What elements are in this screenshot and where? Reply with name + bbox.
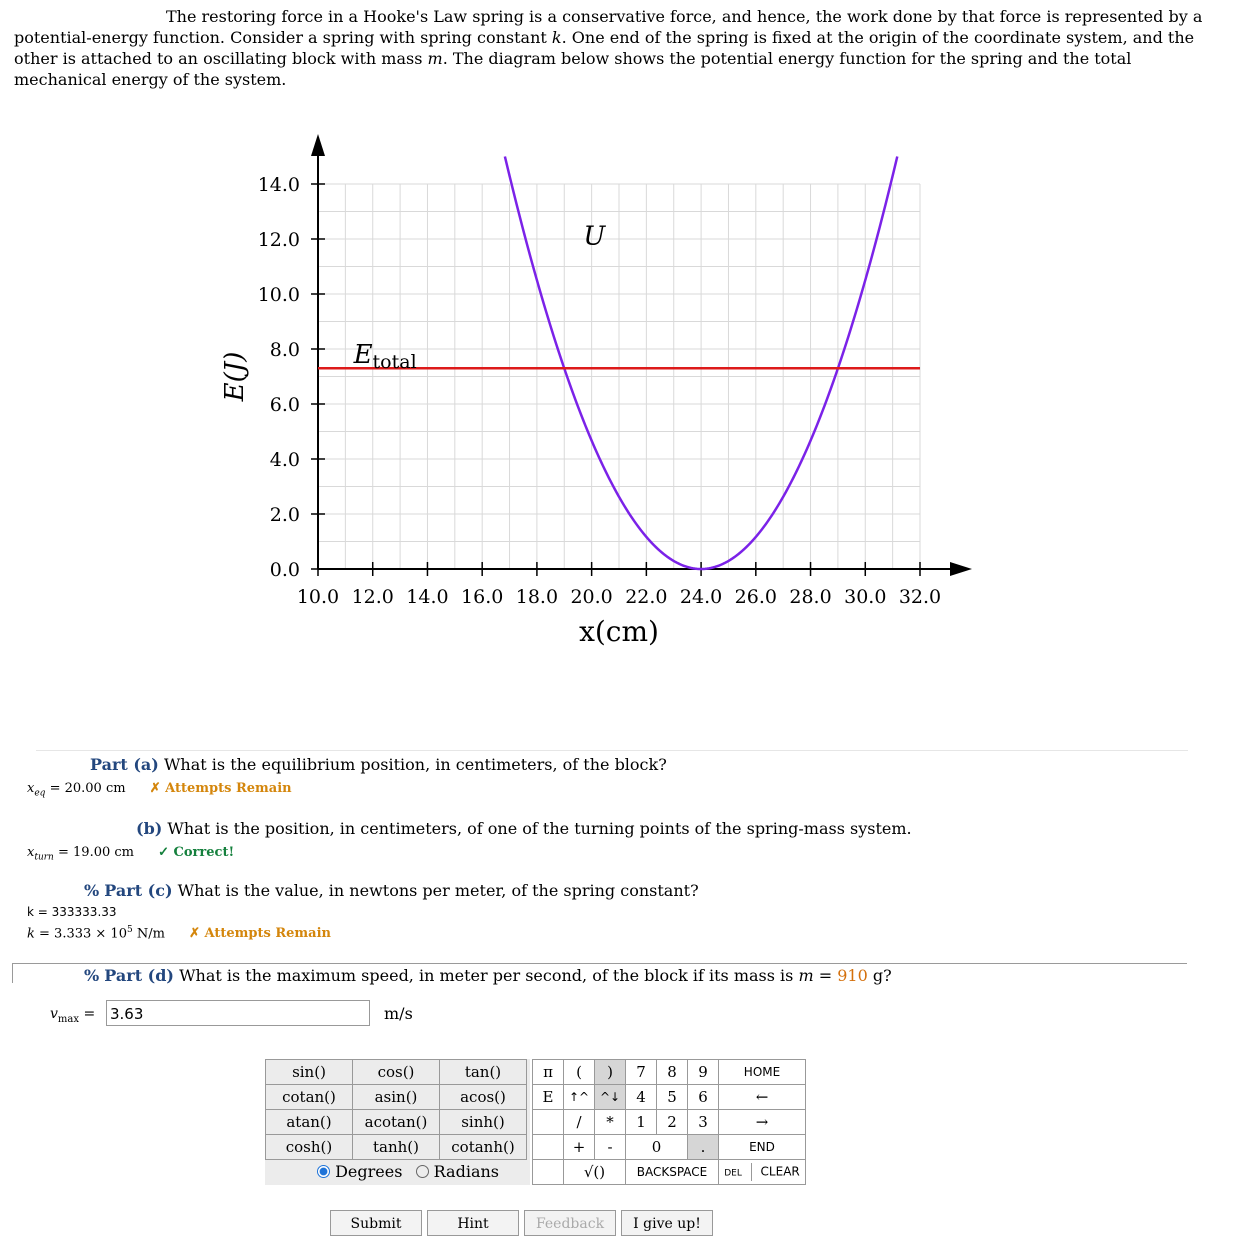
y-tick-label: 14.0 [257, 174, 300, 196]
tan-key[interactable]: tan() [440, 1060, 527, 1085]
y-tick-label: 4.0 [269, 449, 300, 471]
plus-key[interactable]: + [564, 1135, 595, 1160]
part-a-question [90, 755, 667, 775]
part-c-text: What is the value, in newtons per meter, of the spring constant? [177, 881, 699, 900]
k-exponent: 5 [126, 925, 133, 935]
y-tick-label: 0.0 [269, 559, 300, 581]
part-b-text: What is the position, in centimeters, of one of the turning points of the spring-mass system. [167, 819, 912, 838]
vmax-eq: = [83, 1006, 96, 1022]
x-eq-value: = 20.00 cm [49, 781, 126, 796]
y-tick-label: 10.0 [257, 284, 300, 306]
k-unit: N/m [136, 926, 165, 942]
sqrt-key[interactable]: √() [564, 1160, 626, 1185]
tanh-key[interactable]: tanh() [353, 1135, 440, 1160]
intro-text-3: . The diagram below shows the potential energy function for the spring and the total mechanical energy of the system. [14, 49, 1132, 89]
m-symbol: m [427, 49, 443, 68]
vmax-input[interactable]: 3.63 [106, 1000, 370, 1026]
x-turn-value: = 19.00 cm [58, 845, 134, 860]
sinh-key[interactable]: sinh() [440, 1110, 527, 1135]
mass-value: 910 [837, 966, 868, 985]
open-paren-key[interactable]: ( [564, 1060, 595, 1085]
hint-button[interactable]: Hint [427, 1210, 519, 1236]
blank-key-2 [533, 1135, 564, 1160]
del-key[interactable]: DEL [724, 1168, 742, 1179]
key-9[interactable]: 9 [688, 1060, 719, 1085]
x-tick-label: 32.0 [898, 586, 942, 608]
part-b-question [136, 819, 912, 839]
x-tick-label: 22.0 [625, 586, 668, 608]
give-up-button[interactable]: I give up! [621, 1210, 713, 1236]
acos-key[interactable]: acos() [440, 1085, 527, 1110]
asin-key[interactable]: asin() [353, 1085, 440, 1110]
etotal-label: Etotal [353, 339, 417, 373]
x-tick-label: 10.0 [296, 586, 340, 608]
clear-key[interactable]: CLEAR [760, 1164, 800, 1179]
energy-chart [0, 120, 1000, 660]
key-divider [751, 1163, 752, 1181]
key-7[interactable]: 7 [626, 1060, 657, 1085]
pi-key[interactable]: π [533, 1060, 564, 1085]
part-a-status: ✗ Attempts Remain [149, 781, 292, 796]
del-clear-cell [719, 1160, 806, 1185]
part-c-raw-answer: k = 333333.33 [27, 905, 117, 919]
y-axis-arrow [311, 134, 325, 156]
blank-key-3 [533, 1160, 564, 1185]
key-0[interactable]: 0 [626, 1135, 688, 1160]
part-c-label: Part (c) [104, 881, 173, 900]
intro-text-2: . One end of the spring is fixed at the origin of the coordinate system, and the other is attached to an oscillating block with mass [14, 28, 1195, 68]
part-c-status: ✗ Attempts Remain [189, 926, 331, 942]
intro-text-1: The restoring force in a Hooke's Law spring is a conservative force, and hence, the work done by that force is represented by a potential-energy function. Consider a spring with spring constant [14, 7, 1203, 47]
mass-expr: m = [798, 966, 833, 985]
key-1[interactable]: 1 [626, 1110, 657, 1135]
divide-key[interactable]: / [564, 1110, 595, 1135]
decimal-key[interactable]: . [688, 1135, 719, 1160]
part-c-question [84, 881, 699, 901]
vmax-unit: m/s [384, 1004, 413, 1023]
x-eq-sub: eq [34, 788, 46, 799]
part-b-answer [27, 845, 234, 863]
submit-button[interactable]: Submit [330, 1210, 422, 1236]
key-8[interactable]: 8 [657, 1060, 688, 1085]
right-arrow-key[interactable]: → [719, 1110, 806, 1135]
vmax-sub: max [57, 1013, 80, 1025]
chart-grid [318, 184, 920, 569]
multiply-key[interactable]: * [595, 1110, 626, 1135]
y-tick-labels [258, 174, 325, 581]
radians-radio[interactable] [416, 1165, 429, 1178]
home-key[interactable]: HOME [719, 1060, 806, 1085]
cotanh-key[interactable]: cotanh() [440, 1135, 527, 1160]
end-key[interactable]: END [719, 1135, 806, 1160]
part-d-label: Part (d) [104, 966, 174, 985]
x-tick-label: 16.0 [461, 586, 504, 608]
x-tick-label: 20.0 [570, 586, 613, 608]
mass-unit: g? [872, 966, 892, 985]
cos-key[interactable]: cos() [353, 1060, 440, 1085]
minus-key[interactable]: - [595, 1135, 626, 1160]
part-d-box-left [12, 963, 13, 983]
u-label: U [583, 221, 606, 252]
part-a-answer [27, 781, 292, 799]
function-keypad [265, 1059, 530, 1185]
k-var: k [27, 926, 35, 942]
angle-mode [265, 1160, 530, 1185]
backspace-key[interactable]: BACKSPACE [626, 1160, 719, 1185]
numeric-table [532, 1059, 806, 1185]
x-eq-var: x [27, 781, 35, 796]
part-c-prefix: % [84, 881, 100, 900]
part-a-text: What is the equilibrium position, in centimeters, of the block? [163, 755, 667, 774]
vmax-label [50, 1006, 95, 1025]
degrees-label: Degrees [335, 1162, 403, 1181]
x-tick-label: 12.0 [351, 586, 394, 608]
sin-key[interactable]: sin() [266, 1060, 353, 1085]
x-tick-label: 30.0 [844, 586, 887, 608]
cosh-key[interactable]: cosh() [266, 1135, 353, 1160]
key-3[interactable]: 3 [688, 1110, 719, 1135]
vmax-var: v [50, 1006, 58, 1022]
cotan-key[interactable]: cotan() [266, 1085, 353, 1110]
part-b-status: ✓ Correct! [158, 845, 235, 860]
part-d-text: What is the maximum speed, in meter per second, of the block if its mass is [179, 966, 794, 985]
x-turn-sub: turn [34, 852, 54, 863]
y-axis-label: E(J) [220, 351, 250, 402]
e-key[interactable]: E [533, 1085, 564, 1110]
y-tick-label: 2.0 [269, 504, 300, 526]
down-caret-key[interactable]: ^↓ [595, 1085, 626, 1110]
key-6[interactable]: 6 [688, 1085, 719, 1110]
key-5[interactable]: 5 [657, 1085, 688, 1110]
part-d-box-top [12, 963, 1187, 964]
k-symbol: k [551, 28, 562, 47]
numeric-keypad [532, 1059, 806, 1185]
acotan-key[interactable]: acotan() [353, 1110, 440, 1135]
x-tick-label: 24.0 [679, 586, 723, 608]
part-d-prefix: % [84, 966, 100, 985]
problem-statement [14, 6, 1204, 90]
x-turn-var: x [27, 845, 35, 860]
y-tick-label: 12.0 [257, 229, 300, 251]
y-tick-label: 8.0 [269, 339, 300, 361]
close-paren-key[interactable]: ) [595, 1060, 626, 1085]
x-tick-label: 14.0 [406, 586, 449, 608]
part-d-question [84, 966, 892, 986]
etotal-subscript: total [372, 350, 417, 373]
x-axis-label: x(cm) [579, 615, 659, 648]
feedback-button[interactable]: Feedback [524, 1210, 616, 1236]
blank-key-1 [533, 1110, 564, 1135]
key-4[interactable]: 4 [626, 1085, 657, 1110]
up-caret-key[interactable]: ↑^ [564, 1085, 595, 1110]
divider [36, 750, 1188, 751]
x-tick-label: 28.0 [789, 586, 832, 608]
part-b-label: (b) [136, 819, 163, 838]
atan-key[interactable]: atan() [266, 1110, 353, 1135]
radians-label: Radians [433, 1162, 499, 1181]
part-c-answer [27, 925, 331, 941]
x-tick-label: 26.0 [734, 586, 777, 608]
k-value: = 3.333 × 10 [39, 926, 127, 942]
x-tick-label: 18.0 [515, 586, 559, 608]
degrees-radio[interactable] [317, 1165, 330, 1178]
key-2[interactable]: 2 [657, 1110, 688, 1135]
left-arrow-key[interactable]: ← [719, 1085, 806, 1110]
x-axis-arrow [950, 562, 972, 576]
y-tick-label: 6.0 [269, 394, 300, 416]
function-table [265, 1059, 527, 1160]
part-a-label: Part (a) [90, 755, 159, 774]
